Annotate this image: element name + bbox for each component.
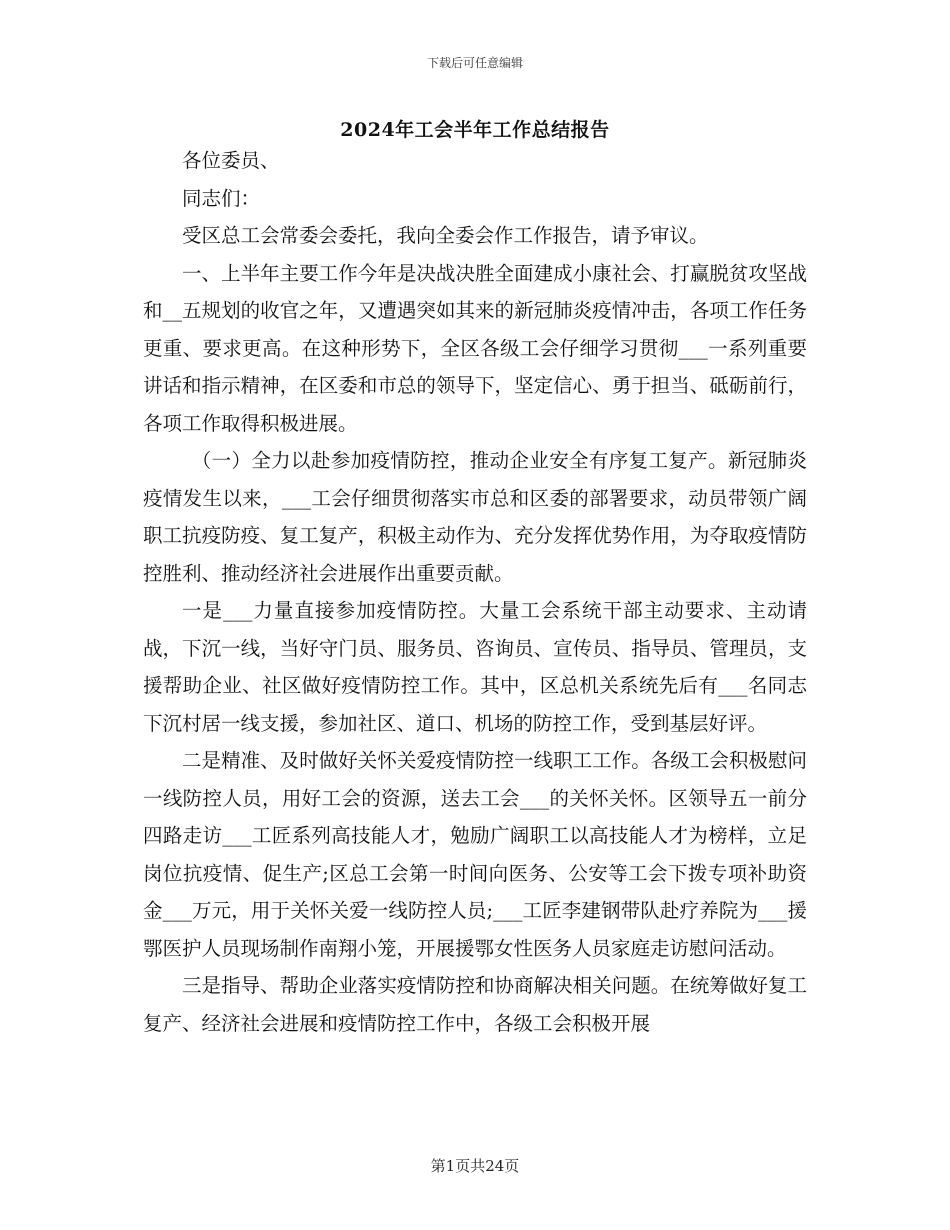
salutation-line-2: 同志们： xyxy=(182,186,261,210)
point-two-paragraph: 二是精准、及时做好关怀关爱疫情防控一线职工工作。各级工会积极慰问一线防控人员，用好工会的资源，送去工会___的关怀关怀。区领导五一前分四路走访___工匠系列高技能人才，勉励广阔职工以高技能人才为榜样，立足岗位抗疫情、促生产;区总工会第一时间向医务、公安等工会下拨专项补助资金___万元，用于关怀关爱一线防控人员;___工匠李建钢带队赴疗养院为___援鄂医护人员现场制作南翔小笼，开展援鄂女性医务人员家庭走访慰问活动。 xyxy=(143,749,807,960)
point-three-paragraph: 三是指导、帮助企业落实疫情防控和协商解决相关问题。在统筹做好复工复产、经济社会进展和疫情防控工作中，各级工会积极开展 xyxy=(143,974,807,1035)
salutation-line-1: 各位委员、 xyxy=(182,149,280,172)
document-title: 2024年工会半年工作总结报告 xyxy=(340,119,610,141)
page-header-note: 下载后可任意编辑 xyxy=(426,56,523,70)
document-body xyxy=(143,142,807,1042)
section-one-paragraph: 一、上半年主要工作今年是决战决胜全面建成小康社会、打赢脱贫攻坚战和__五规划的收官之年，又遭遇突如其来的新冠肺炎疫情冲击，各项工作任务更重、要求更高。在这种形势下，全区各级工会仔细学习贯彻___一系列重要讲话和指示精神，在区委和市总的领导下，坚定信心、勇于担当、砥砺前行，各项工作取得积极进展。 xyxy=(143,261,807,435)
intro-paragraph: 受区总工会常委会委托，我向全委会作工作报告，请予审议。 xyxy=(182,224,709,247)
subsection-one-paragraph: （一）全力以赴参加疫情防控，推动企业安全有序复工复产。新冠肺炎疫情发生以来，___工会仔细贯彻落实市总和区委的部署要求，动员带领广阔职工抗疫防疫、复工复产，积极主动作为、充分发挥优势作用，为夺取疫情防控胜利、推动经济社会进展作出重要贡献。 xyxy=(143,449,807,585)
point-one-paragraph: 一是___力量直接参加疫情防控。大量工会系统干部主动要求、主动请战，下沉一线，当好守门员、服务员、咨询员、宣传员、指导员、管理员，支援帮助企业、社区做好疫情防控工作。其中，区总机关系统先后有___名同志下沉村居一线支援，参加社区、道口、机场的防控工作，受到基层好评。 xyxy=(143,599,807,735)
page-number-footer: 第1页共24页 xyxy=(430,1157,520,1175)
